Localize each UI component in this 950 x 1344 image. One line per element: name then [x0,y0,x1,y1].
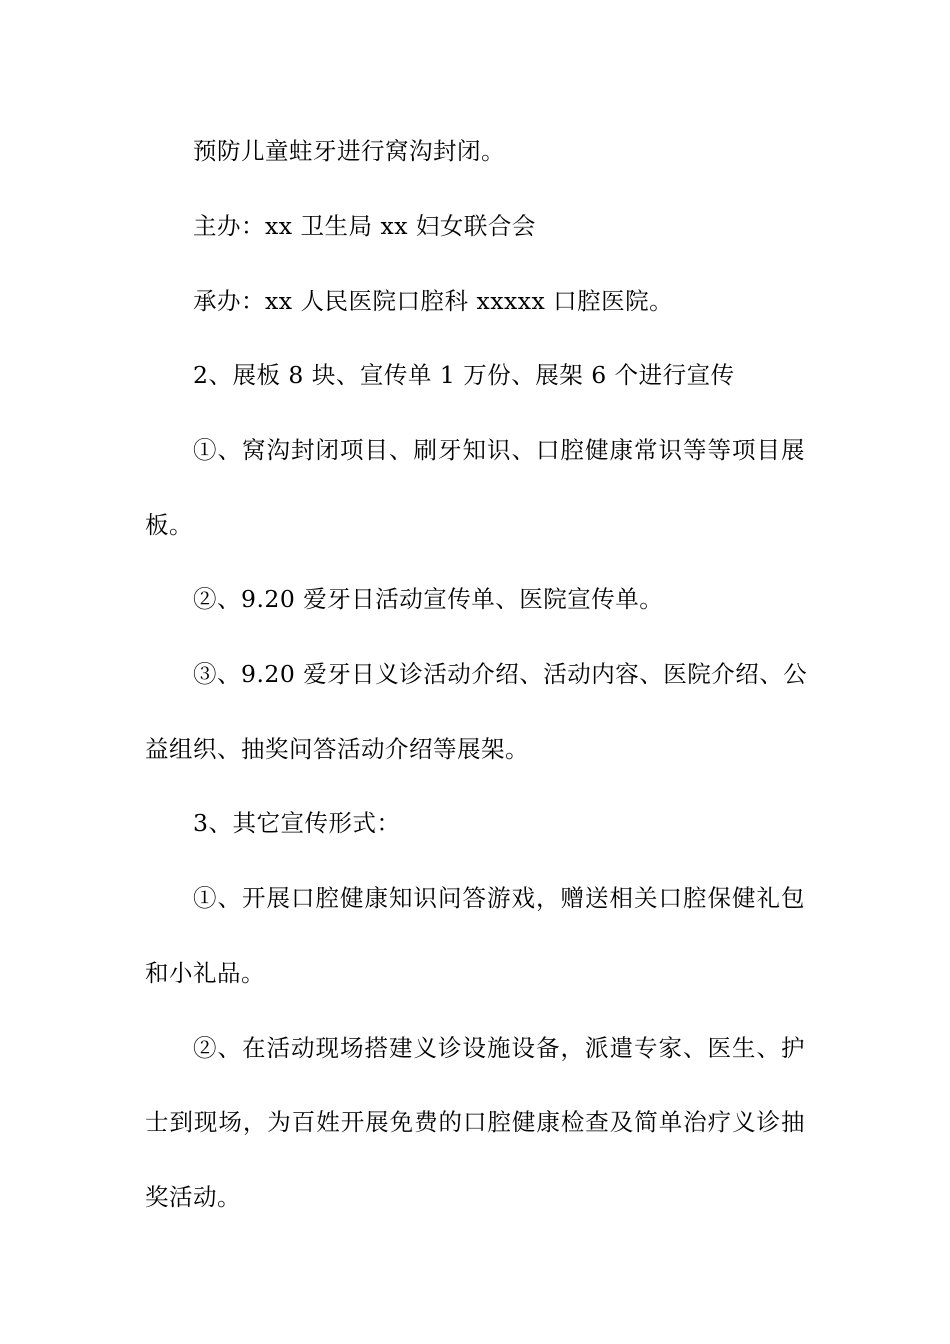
paragraph-form-2-line-1: ②、在活动现场搭建义诊设施设备，派遣专家、医生、护 [193,1034,805,1062]
paragraph-form-1-line-2: 和小礼品。 [145,959,265,987]
paragraph-section-3: 3、其它宣传形式： [193,809,401,837]
paragraph-item-3-line-2: 益组织、抽奖问答活动介绍等展架。 [145,735,529,763]
paragraph-item-3-line-1: ③、9.20 爱牙日义诊活动介绍、活动内容、医院介绍、公 [193,660,808,688]
paragraph-form-2-line-2: 士到现场，为百姓开展免费的口腔健康检查及简单治疗义诊抽 [145,1108,805,1136]
paragraph-organizer: 主办：xx 卫生局 xx 妇女联合会 [193,212,536,240]
paragraph-co-organizer: 承办：xx 人民医院口腔科 xxxxx 口腔医院。 [193,287,674,315]
paragraph-item-1-line-1: ①、窝沟封闭项目、刷牙知识、口腔健康常识等等项目展 [193,436,805,464]
paragraph-item-2: ②、9.20 爱牙日活动宣传单、医院宣传单。 [193,585,664,613]
paragraph-form-1-line-1: ①、开展口腔健康知识问答游戏，赠送相关口腔保健礼包 [193,884,805,912]
paragraph-item-1-line-2: 板。 [145,511,193,539]
paragraph-prevention: 预防儿童蛀牙进行窝沟封闭。 [193,137,505,165]
paragraph-section-2: 2、展板 8 块、宣传单 1 万份、展架 6 个进行宣传 [193,361,735,389]
paragraph-form-2-line-3: 奖活动。 [145,1183,241,1211]
